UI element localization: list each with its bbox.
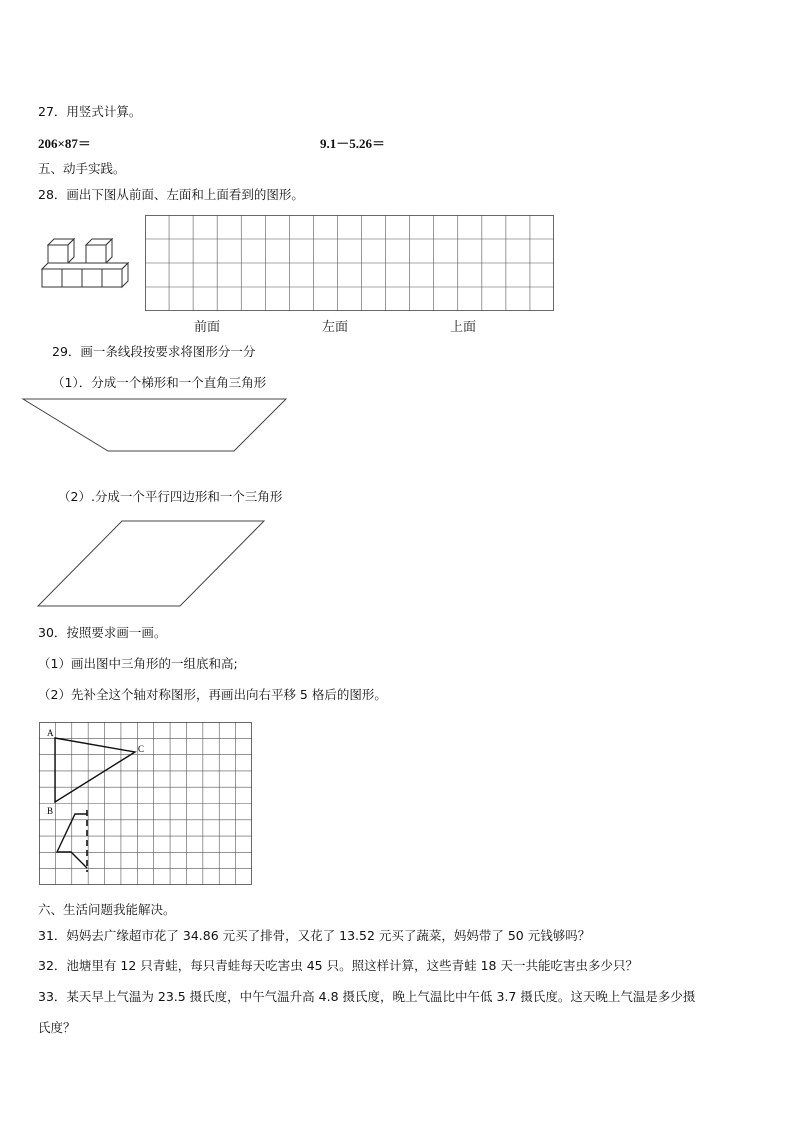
expression-1: 206×87＝ — [38, 136, 91, 151]
question-27-title: 27．用竖式计算。 — [38, 104, 142, 119]
question-29-part-1: （1）．分成一个梯形和一个直角三角形 — [52, 375, 267, 390]
expression-2: 9.1－5.26＝ — [320, 136, 386, 151]
parallelogram-shape[interactable] — [36, 520, 266, 610]
label-front-view: 前面 — [194, 320, 221, 335]
question-29-title: 29．画一条线段按要求将图形分一分 — [52, 344, 256, 359]
question-33-line-1: 33．某天早上气温为 23.5 摄氏度，中午气温升高 4.8 摄氏度，晚上气温比中午低 3.7 摄氏度。这天晚上气温是多少摄 — [38, 989, 696, 1004]
label-top-view: 上面 — [450, 320, 477, 335]
question-33-line-2: 氏度？ — [38, 1020, 76, 1035]
trapezoid-shape[interactable] — [20, 398, 290, 453]
question-31: 31．妈妈去广缘超市花了 34.86 元买了排骨，又花了 13.52 元买了蔬菜，妈妈带了 50 元钱够吗？ — [38, 928, 591, 943]
drawing-grid-views[interactable] — [145, 215, 555, 312]
point-c-label: C — [138, 744, 145, 754]
section-6-heading: 六、生活问题我能解决。 — [38, 902, 176, 917]
cube-stack-figure — [38, 235, 133, 290]
point-a-label: A — [47, 728, 54, 738]
question-30-part-2: （2）先补全这个轴对称图形，再画出向右平移 5 格后的图形。 — [38, 687, 387, 702]
question-28-title: 28．画出下图从前面、左面和上面看到的图形。 — [38, 187, 304, 202]
label-left-view: 左面 — [322, 320, 349, 335]
question-32: 32．池塘里有 12 只青蛙，每只青蛙每天吃害虫 45 只。照这样计算，这些青蛙 18 天一共能吃害虫多少只？ — [38, 958, 638, 973]
point-b-label: B — [47, 806, 54, 816]
question-29-part-2: （2）.分成一个平行四边形和一个三角形 — [58, 489, 283, 504]
coordinate-grid-triangle[interactable] — [39, 722, 253, 886]
triangle-abc — [55, 738, 135, 802]
question-30-part-1: （1）画出图中三角形的一组底和高; — [38, 656, 238, 671]
question-30-title: 30．按照要求画一画。 — [38, 625, 167, 640]
section-5-heading: 五、动手实践。 — [38, 161, 126, 176]
